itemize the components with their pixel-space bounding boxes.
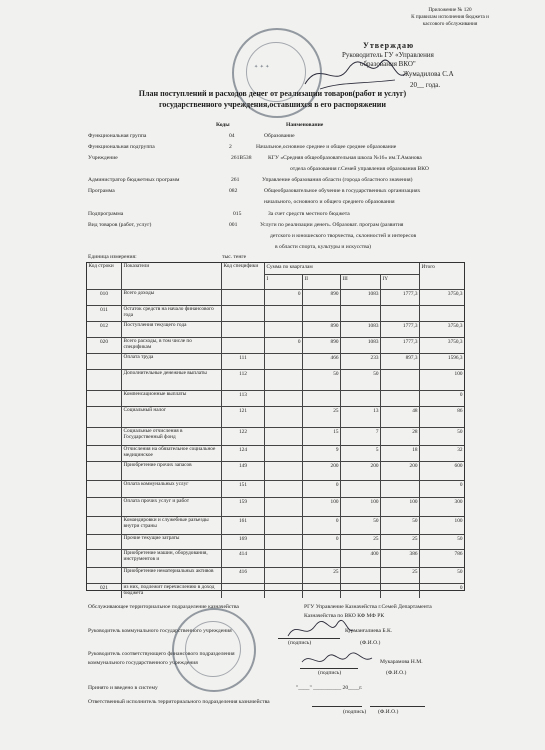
- row-q2: [302, 550, 340, 568]
- row-q4: 100: [380, 498, 419, 517]
- row-total: 50: [419, 568, 464, 584]
- row-code: [87, 428, 121, 446]
- row-spec: 159: [221, 498, 264, 517]
- row-q1: [264, 391, 302, 407]
- row-spec: 169: [221, 535, 264, 550]
- row-q4: 1777,3: [380, 338, 419, 354]
- row-total: [419, 306, 464, 322]
- row-q2: [302, 584, 340, 598]
- header-code: Код строки: [88, 263, 114, 269]
- table-row: [87, 406, 464, 428]
- req-value-goods-3: в области спорта, культуры и искусства): [275, 244, 371, 250]
- req-label-goods: Вид товаров (работ, услуг): [88, 222, 152, 228]
- row-spec: 151: [221, 481, 264, 498]
- table-row: [87, 497, 464, 517]
- row-total: 50: [419, 535, 464, 550]
- finance-label-2: коммунального государственного учреждения: [88, 660, 198, 666]
- req-value-program: Общеобразовательное обучение в государственных организациях: [264, 188, 421, 194]
- document-title-line1: План поступлений и расходов денег от реализации товаров(работ и услуг): [138, 89, 407, 98]
- row-q4: 386: [380, 550, 419, 568]
- row-q4: 1777,3: [380, 322, 419, 338]
- row-q2: 25: [302, 407, 340, 428]
- approval-name: Жумадилова С.А: [403, 70, 454, 78]
- row-spec: 112: [221, 370, 264, 391]
- row-spec: 111: [221, 354, 264, 370]
- req-code-goods: 001: [229, 222, 238, 228]
- req-label-fsg: Функциональная подгруппа: [88, 144, 155, 150]
- row-indicator: Оплата коммунальных услуг: [121, 481, 221, 498]
- finance-sign-caption: (подпись): [318, 670, 342, 676]
- row-q1: [264, 481, 302, 498]
- row-code: [87, 462, 121, 481]
- req-code-inst: 261B538: [231, 155, 252, 161]
- head-name: Курманғалиева Б.К.: [345, 628, 393, 634]
- req-code-program: 082: [229, 188, 238, 194]
- approval-date-line: 20__ года.: [410, 81, 441, 89]
- unit-label: Единица измерения:: [88, 254, 137, 260]
- row-spec: [221, 290, 264, 306]
- treasury-label: Обслуживающее территориальное подразделение казначейства: [88, 604, 239, 610]
- row-spec: 122: [221, 428, 264, 446]
- row-q3: 13: [340, 407, 380, 428]
- row-q1: [264, 568, 302, 584]
- row-code: [87, 407, 121, 428]
- row-q1: [264, 322, 302, 338]
- row-total: 50: [419, 428, 464, 446]
- req-code-subprogram: 015: [233, 211, 242, 217]
- table-row: [87, 427, 464, 446]
- table-row: [87, 305, 464, 322]
- row-indicator: Оплата труда: [121, 354, 221, 370]
- row-q1: 0: [264, 290, 302, 306]
- row-total: 32: [419, 446, 464, 462]
- row-indicator: Компенсационные выплаты: [121, 391, 221, 407]
- row-q4: 1777,3: [380, 290, 419, 306]
- row-code: [87, 446, 121, 462]
- finance-name: Мукарамова Н.М.: [380, 659, 423, 665]
- approval-line1: Руководитель ГУ «Управления: [342, 51, 434, 59]
- row-code: [87, 481, 121, 498]
- row-q4: [380, 391, 419, 407]
- row-q1: 0: [264, 338, 302, 354]
- approval-title: Утверждаю: [363, 41, 415, 50]
- row-spec: [221, 322, 264, 338]
- accepted-label: Принято и введено в систему: [88, 685, 158, 691]
- row-q4: 25: [380, 568, 419, 584]
- name-header: Наименование: [286, 122, 324, 128]
- row-q4: [380, 584, 419, 598]
- row-q2: 0: [302, 535, 340, 550]
- table-row: [87, 567, 464, 584]
- row-q3: 200: [340, 462, 380, 481]
- row-q3: 50: [340, 370, 380, 391]
- row-q4: 200: [380, 462, 419, 481]
- req-value-program-2: начального, основного и общего среднего образования: [264, 199, 395, 205]
- row-total: 3750,3: [419, 338, 464, 354]
- row-q2: 50: [302, 370, 340, 391]
- req-value-fsg: Начальное,основное среднее и общее среднее образование: [256, 144, 397, 150]
- row-q2: 15: [302, 428, 340, 446]
- header-indicator: Показатели: [121, 263, 221, 289]
- table-row: [87, 445, 464, 462]
- row-q1: [264, 306, 302, 322]
- responsible-sign-line: [312, 706, 362, 707]
- head-fio-caption: (Ф.И.О.): [360, 640, 381, 646]
- official-seal-bottom-inner: [185, 621, 241, 677]
- row-total: 1596,3: [419, 354, 464, 370]
- row-q1: [264, 462, 302, 481]
- appendix-line2: К правилам исполнения бюджета и: [411, 14, 489, 20]
- req-value-admin: Управление образования области (города областного значения): [262, 177, 413, 183]
- row-q3: [340, 391, 380, 407]
- row-q1: [264, 517, 302, 535]
- table-row: [87, 369, 464, 391]
- header-q2: II: [302, 275, 340, 289]
- row-total: 786: [419, 550, 464, 568]
- row-q4: 50: [380, 517, 419, 535]
- row-indicator: Социальные отчисления в Государственный фонд: [121, 428, 221, 446]
- row-code: 020: [100, 339, 108, 345]
- row-spec: 113: [221, 391, 264, 407]
- req-value-inst: КГУ «Средняя общеобразовательная школа №16» им.Т.Аманова: [268, 155, 422, 161]
- header-spec: Код специфики: [221, 263, 264, 289]
- row-q3: 1083: [340, 290, 380, 306]
- row-total: 3750,3: [419, 322, 464, 338]
- row-q3: 233: [340, 354, 380, 370]
- row-code: [87, 498, 121, 517]
- table-row: [87, 353, 464, 370]
- row-spec: 124: [221, 446, 264, 462]
- row-q1: [264, 584, 302, 598]
- req-label-program: Программа: [88, 188, 115, 194]
- table-header-row: [87, 263, 464, 289]
- row-indicator: из них, подлежит перечислению в доход бюджета: [121, 584, 221, 598]
- row-q2: 0: [302, 481, 340, 498]
- table-row: [87, 549, 464, 568]
- header-q3: III: [340, 275, 380, 289]
- responsible-fio-caption: (Ф.И.О.): [378, 709, 399, 715]
- row-q4: [380, 370, 419, 391]
- row-q4: 48: [380, 407, 419, 428]
- row-spec: 414: [221, 550, 264, 568]
- row-q3: [340, 584, 380, 598]
- row-q2: 890: [302, 338, 340, 354]
- row-total: 0: [419, 584, 464, 598]
- req-code-admin: 261: [231, 177, 240, 183]
- table-row: [87, 390, 464, 407]
- seal-emblem: ✦ ✦ ✦: [254, 64, 270, 70]
- appendix-line3: кассового обслуживания: [422, 21, 478, 27]
- row-q2: 890: [302, 290, 340, 306]
- header-total: Итого: [419, 263, 464, 289]
- row-code: [87, 517, 121, 535]
- row-indicator: Приобретение прочих запасов: [121, 462, 221, 481]
- row-spec: [221, 584, 264, 598]
- row-q2: 25: [302, 568, 340, 584]
- row-code: 021: [100, 585, 108, 591]
- row-indicator: Командировки и служебные разъезды внутри страны: [121, 517, 221, 535]
- row-q3: 400: [340, 550, 380, 568]
- row-indicator: Всего расходы, в том числе по спецификам: [121, 338, 221, 354]
- row-spec: 121: [221, 407, 264, 428]
- approval-line2: образования ВКО": [360, 60, 416, 68]
- row-q1: [264, 354, 302, 370]
- row-q3: 50: [340, 517, 380, 535]
- row-q3: [340, 306, 380, 322]
- table-row: [87, 583, 464, 598]
- row-q4: [380, 306, 419, 322]
- row-indicator: Приобретение нематериальных активов: [121, 568, 221, 584]
- row-q1: [264, 428, 302, 446]
- codes-header: Коды: [216, 122, 230, 128]
- row-code: [87, 568, 121, 584]
- row-q1: [264, 550, 302, 568]
- row-code: 010: [100, 291, 108, 297]
- row-spec: [221, 306, 264, 322]
- responsible-label: Ответственный исполнитель территориального подразделения казначейства: [88, 699, 270, 705]
- row-indicator: Всего доходы: [121, 290, 221, 306]
- row-q1: [264, 370, 302, 391]
- row-q4: 25: [380, 535, 419, 550]
- table-row: [87, 321, 464, 338]
- plan-table: [86, 262, 465, 596]
- appendix-line1: Приложение № 120: [428, 7, 472, 13]
- row-spec: 161: [221, 517, 264, 535]
- row-q3: [340, 568, 380, 584]
- row-indicator: Поступления текущего года: [121, 322, 221, 338]
- treasury-value-2: Казначейства по ВКО КФ МФ РК: [304, 613, 385, 619]
- row-code: [87, 535, 121, 550]
- row-total: 100: [419, 517, 464, 535]
- req-label-fg: Функциональная группа: [88, 133, 147, 139]
- row-q2: 0: [302, 517, 340, 535]
- req-label-inst: Учреждение: [88, 155, 118, 161]
- req-label-admin: Администратор бюджетных программ: [88, 177, 180, 183]
- table-row: [87, 461, 464, 481]
- row-q3: 1083: [340, 322, 380, 338]
- req-value-fg: Образование: [264, 133, 295, 139]
- req-value-inst-2: отдела образования г.Семей управления образования ВКО: [290, 166, 429, 172]
- responsible-fio-line: [370, 706, 425, 707]
- row-total: 0: [419, 481, 464, 498]
- header-q1: I: [264, 275, 302, 289]
- row-q1: [264, 535, 302, 550]
- head-sign-caption: (подпись): [288, 640, 312, 646]
- row-q3: 5: [340, 446, 380, 462]
- row-spec: 149: [221, 462, 264, 481]
- row-q1: [264, 407, 302, 428]
- row-q2: 9: [302, 446, 340, 462]
- table-row: [87, 289, 464, 306]
- row-spec: 416: [221, 568, 264, 584]
- req-value-subprogram: За счет средств местного бюджета: [268, 211, 350, 217]
- table-row: [87, 516, 464, 535]
- finance-fio-caption: (Ф.И.О.): [386, 670, 407, 676]
- row-q3: 25: [340, 535, 380, 550]
- row-q3: 1083: [340, 338, 380, 354]
- row-q4: 28: [380, 428, 419, 446]
- row-indicator: Остаток средств на начало финансового года: [121, 306, 221, 322]
- row-total: 0: [419, 391, 464, 407]
- req-value-goods-2: детского и юношеского творчества, склонностей и интересов: [270, 233, 417, 239]
- req-code-fsg: 2: [229, 144, 232, 150]
- table-row: [87, 534, 464, 550]
- row-total: 3750,3: [419, 290, 464, 306]
- header-quarters: Сумма по кварталам: [264, 263, 419, 275]
- row-q4: [380, 481, 419, 498]
- row-total: 300: [419, 498, 464, 517]
- row-q3: 100: [340, 498, 380, 517]
- row-q1: [264, 498, 302, 517]
- head-signature: [285, 618, 355, 642]
- row-total: 100: [419, 370, 464, 391]
- finance-label: Руководитель соответствующего финансового подразделения: [88, 651, 235, 657]
- row-q2: 890: [302, 322, 340, 338]
- req-value-goods: Услуги по реализации денегь. Образоват. програм (развития: [260, 222, 404, 228]
- table-row: [87, 480, 464, 498]
- row-total: 600: [419, 462, 464, 481]
- document-title-line2: государственного учреждения,оставшихся в его распоряжении: [158, 100, 386, 109]
- header-q4: IY: [380, 275, 419, 289]
- unit-value: тыс. тенге: [222, 254, 247, 260]
- row-indicator: Прочие текущие затраты: [121, 535, 221, 550]
- req-code-fg: 04: [229, 133, 235, 139]
- finance-signature: [300, 648, 375, 672]
- row-spec: [221, 338, 264, 354]
- treasury-value: РГУ Управление Казначейства г.Семей Департамента: [304, 604, 432, 610]
- row-q2: [302, 306, 340, 322]
- row-q4: 897,3: [380, 354, 419, 370]
- row-indicator: Оплата прочих услуг и работ: [121, 498, 221, 517]
- row-q2: 100: [302, 498, 340, 517]
- row-q4: 18: [380, 446, 419, 462]
- row-q3: [340, 481, 380, 498]
- head-label: Руководитель коммунального государственного учреждения: [88, 628, 232, 634]
- req-label-subprogram: Подпрограмма: [88, 211, 124, 217]
- responsible-sign-caption: (подпись): [343, 709, 367, 715]
- row-q2: [302, 391, 340, 407]
- row-indicator: Социальный налог: [121, 407, 221, 428]
- row-total: 86: [419, 407, 464, 428]
- row-indicator: Дополнительные денежные выплаты: [121, 370, 221, 391]
- row-indicator: Отчисления на обязательное социальное медицинское: [121, 446, 221, 462]
- row-code: 011: [100, 307, 108, 313]
- accepted-date: "____" __________ 20____г.: [296, 685, 363, 691]
- row-q1: [264, 446, 302, 462]
- row-code: [87, 550, 121, 568]
- row-code: 012: [100, 323, 108, 329]
- row-code: [87, 370, 121, 391]
- row-code: [87, 391, 121, 407]
- row-code: [87, 354, 121, 370]
- row-q2: 466: [302, 354, 340, 370]
- row-indicator: Приобретение машин, оборудования, инструментов и: [121, 550, 221, 568]
- table-row: [87, 337, 464, 354]
- row-q3: 7: [340, 428, 380, 446]
- row-q2: 200: [302, 462, 340, 481]
